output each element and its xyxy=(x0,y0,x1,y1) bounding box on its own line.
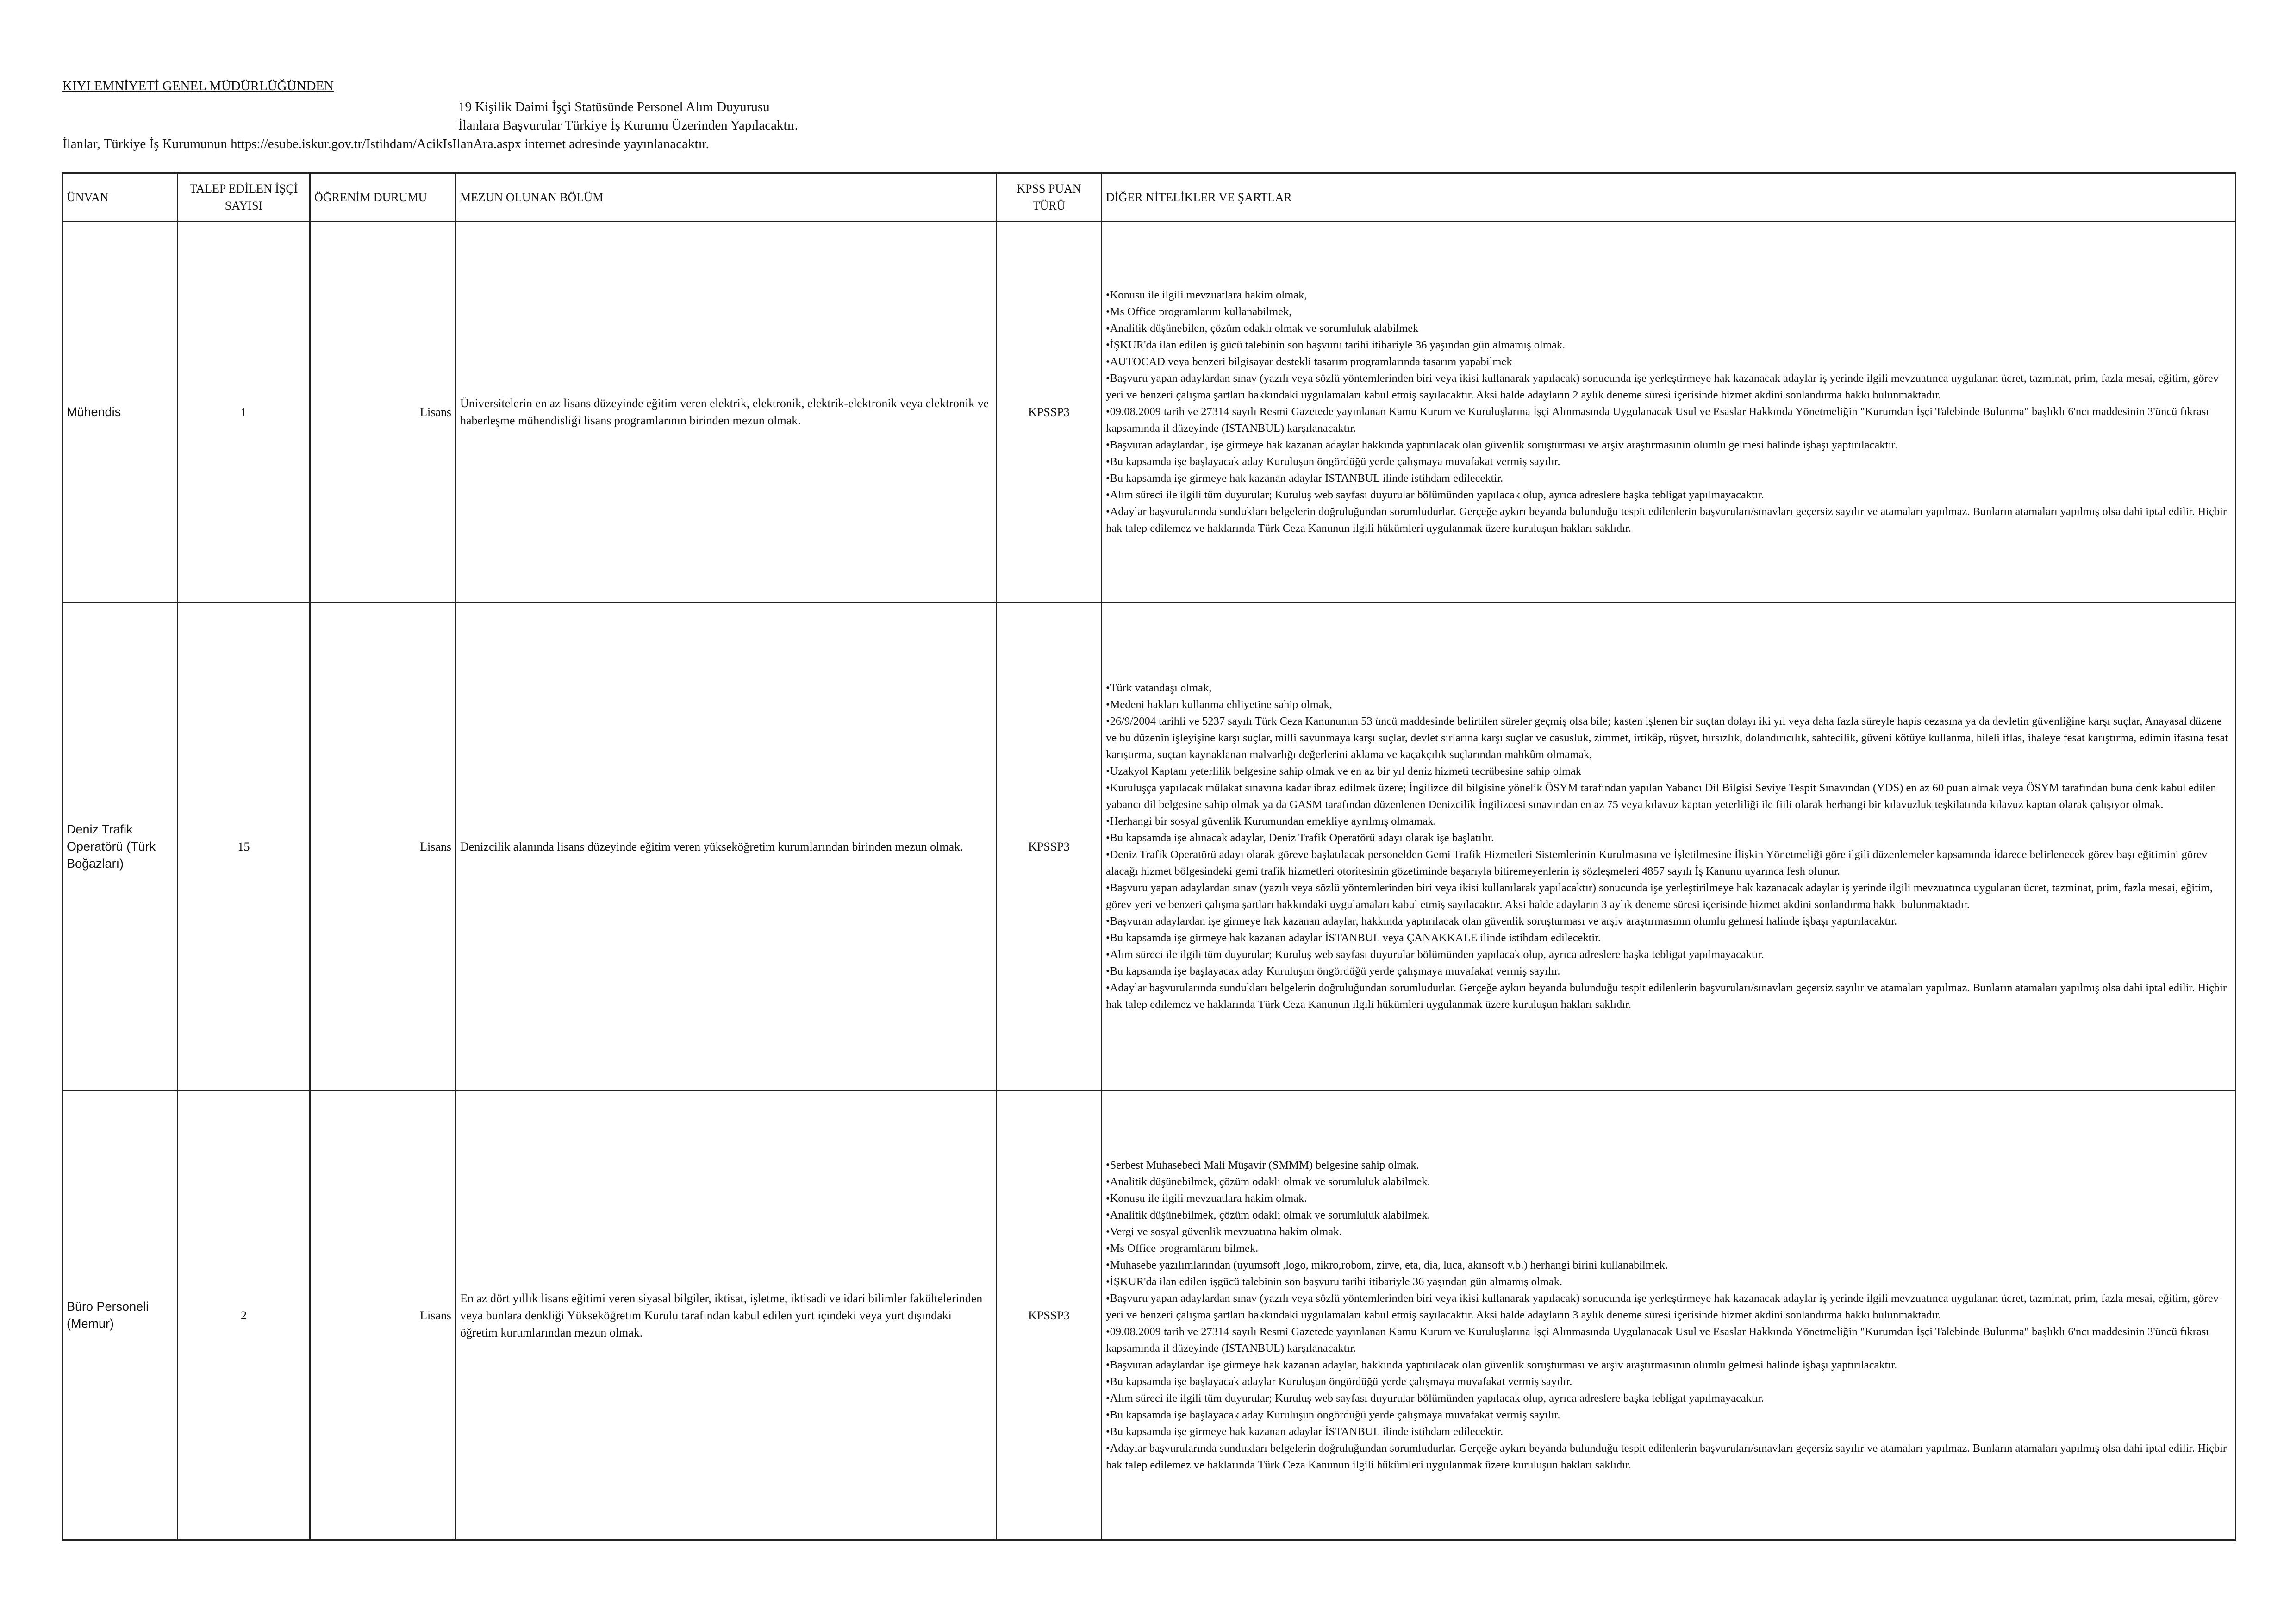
job-kpss-cell: KPSSP3 xyxy=(997,222,1102,603)
requirement-item: • Bu kapsamda işe girmeye hak kazanan adaylar İSTANBUL veya ÇANAKKALE ilinde istihdam edilecektir. xyxy=(1106,930,2231,946)
job-requirements-cell xyxy=(1102,603,2236,1091)
requirement-item: • Başvuran adaylardan işe girmeye hak kazanan adaylar, hakkında yaptırılacak olan güvenlik soruşturması ve arşiv araştırmasının olumlu gelmesi halinde işbaşı yaptırılacaktır. xyxy=(1106,1357,2231,1374)
requirement-item: • Kuruluşça yapılacak mülakat sınavına kadar ibraz edilmek üzere; İngilizce dil bilgisine yönelik ÖSYM tarafından yapılan Yabancı Dil Bilgisi Seviye Tespit Sınavından (YDS) en az 60 puan almak veya ÖSYM tarafından buna denk kabul edilen yabancı dil belgesine sahip olmak ya da GASM tarafından düzenlenen Denizcilik İngilizcesi sınavından en az 75 veya kılavuz kaptan yeterliliği ile fiili olarak herhangi bir kılavuzluk teşkilatında kılavuz kaptan olarak çalışıyor olmak. xyxy=(1106,780,2231,813)
requirement-item: • Herhangi bir sosyal güvenlik Kurumundan emekliye ayrılmış olmamak. xyxy=(1106,813,2231,830)
column-header-count: TALEP EDİLEN İŞÇİ SAYISI xyxy=(178,173,310,222)
requirement-item: • Bu kapsamda işe başlayacak aday Kuruluşun öngördüğü yerde çalışmaya muvafakat vermiş sayılır. xyxy=(1106,1407,2231,1424)
requirement-item: • 26/9/2004 tarihli ve 5237 sayılı Türk Ceza Kanununun 53 üncü maddesinde belirtilen süreler geçmiş olsa bile; kasten işlenen bir suçtan dolayı iki yıl veya daha fazla süreyle hapis cezasına ya da devletin güvenliğine karşı suçlar, Anayasal düzene ve bu düzenin işleyişine karşı suçlar, milli savunmaya karşı suçlar, devlet sırlarına karşı suçlar ve casusluk, zimmet, irtikâp, rüşvet, hırsızlık, dolandırıcılık, sahtecilik, güveni kötüye kullanma, hileli iflas, ihaleye fesat karıştırma, edimin ifasına fesat karıştırma, suçtan kaynaklanan malvarlığı değerlerini aklama ve kaçakçılık suçlarından mahkûm olmamak, xyxy=(1106,713,2231,763)
requirement-item: • Alım süreci ile ilgili tüm duyurular; Kuruluş web sayfası duyurular bölümünden yapılacak olup, ayrıca adreslere başka tebligat yapılmayacaktır. xyxy=(1106,487,2231,504)
requirement-item: • Analitik düşünebilen, çözüm odaklı olmak ve sorumluluk alabilmek xyxy=(1106,320,2231,337)
job-listing-table xyxy=(62,172,2236,1541)
job-requirements-cell xyxy=(1102,222,2236,603)
requirements-list xyxy=(1106,1157,2231,1474)
column-header-kpss: KPSS PUAN TÜRÜ xyxy=(997,173,1102,222)
requirement-item: • Ms Office programlarını bilmek. xyxy=(1106,1240,2231,1257)
announcement-title: 19 Kişilik Daimi İşçi Statüsünde Personel Alım Duyurusu xyxy=(458,99,770,114)
requirement-item: • Bu kapsamda işe başlayacak aday Kuruluşun öngördüğü yerde çalışmaya muvafakat vermiş sayılır. xyxy=(1106,963,2231,980)
requirement-item: • Adaylar başvurularında sundukları belgelerin doğruluğundan sorumludurlar. Gerçeğe aykırı beyanda bulunduğu tespit edilenlerin başvuruları/sınavları geçersiz sayılır ve atamaları yapılmaz. Bunların atamaları yapılmış olsa dahi iptal edilir. Hiçbir hak talep edilemez ve haklarında Türk Ceza Kanunun ilgili hükümleri uygulanmak üzere kuruluşun hakları saklıdır. xyxy=(1106,1440,2231,1474)
announcement-url-line: İlanlar, Türkiye İş Kurumunun https://esube.iskur.gov.tr/Istihdam/AcikIsIlanAra.aspx internet adresinde yayınlanacaktır. xyxy=(62,137,709,151)
requirement-item: • Analitik düşünebilmek, çözüm odaklı olmak ve sorumluluk alabilmek. xyxy=(1106,1174,2231,1190)
requirement-item: • 09.08.2009 tarih ve 27314 sayılı Resmi Gazetede yayınlanan Kamu Kurum ve Kuruluşlarına İşçi Alınmasında Uygulanacak Usul ve Esaslar Hakkında Yönetmeliğin "Kurumdan İşçi Talebinde Bulunma" başlıklı 6'ncı maddesinin 3'üncü fıkrası kapsamında il düzeyinde (İSTANBUL) karşılanacaktır. xyxy=(1106,1324,2231,1357)
requirement-item: • Başvuru yapan adaylardan sınav (yazılı veya sözlü yöntemlerinden biri veya ikisi kullanılarak yapılacaktır) sonucunda işe yerleştirilmeye hak kazanacak adaylar iş yerinde ilgili mevzuatınca uygulanan ücret, tazminat, prim, fazla mesai, eğitim, görev yeri ve benzeri çalışma şartları hakkındaki uygulamaları kabul etmiş sayılacaktır. Aksi halde adayların 3 aylık deneme süresi içerisinde hizmet akdini sonlandırma hakkı bulunmaktadır. xyxy=(1106,880,2231,913)
job-title-cell: Deniz Trafik Operatörü (Türk Boğazları) xyxy=(62,603,178,1091)
job-department-cell: En az dört yıllık lisans eğitimi veren siyasal bilgiler, iktisat, işletme, iktisadi ve idari bilimler fakültelerinden veya bunlara denkliği Yükseköğretim Kurulu tarafından kabul edilen yurt içindeki veya yurt dışındaki öğretim kurumlarından mezun olmak. xyxy=(456,1091,997,1540)
table-row xyxy=(62,222,2236,603)
job-department-cell: Denizcilik alanında lisans düzeyinde eğitim veren yükseköğretim kurumlarından birinden mezun olmak. xyxy=(456,603,997,1091)
requirement-item: • Konusu ile ilgili mevzuatlara hakim olmak, xyxy=(1106,287,2231,304)
table-row xyxy=(62,603,2236,1091)
requirement-item: • Başvuru yapan adaylardan sınav (yazılı veya sözlü yöntemlerinden biri veya ikisi kullanarak yapılacak) sonucunda işe yerleştirmeye hak kazanacak adaylar iş yerinde ilgili mevzuatınca uygulanan ücret, tazminat, prim, fazla mesai, eğitim, görev yeri ve benzeri çalışma şartları hakkındaki uygulamaları kabul etmiş sayılacaktır. Aksi halde adayların 3 aylık deneme süresi içerisinde hizmet akdini sonlandırma hakkı bulunmaktadır. xyxy=(1106,1290,2231,1324)
job-title-cell: Mühendis xyxy=(62,222,178,603)
job-title-cell: Büro Personeli (Memur) xyxy=(62,1091,178,1540)
requirement-item: • Bu kapsamda işe başlayacak adaylar Kuruluşun öngördüğü yerde çalışmaya muvafakat vermiş sayılır. xyxy=(1106,1374,2231,1390)
requirement-item: • Başvuran adaylardan, işe girmeye hak kazanan adaylar hakkında yaptırılacak olan güvenlik soruşturması ve arşiv araştırmasının olumlu gelmesi halinde işbaşı yaptırılacaktır. xyxy=(1106,437,2231,454)
requirement-item: • Uzakyol Kaptanı yeterlilik belgesine sahip olmak ve en az bir yıl deniz hizmeti tecrübesine sahip olmak xyxy=(1106,763,2231,780)
requirement-item: • Türk vatandaşı olmak, xyxy=(1106,680,2231,696)
requirement-item: • İŞKUR'da ilan edilen işgücü talebinin son başvuru tarihi itibariyle 36 yaşından gün almamış olmak. xyxy=(1106,1274,2231,1290)
requirement-item: • 09.08.2009 tarih ve 27314 sayılı Resmi Gazetede yayınlanan Kamu Kurum ve Kuruluşlarına İşçi Alınmasında Uygulanacak Usul ve Esaslar Hakkında Yönetmeliğin "Kurumdan İşçi Talebinde Bulunma" başlıklı 6'ncı maddesinin 3'üncü fıkrası kapsamında il düzeyinde (İSTANBUL) karşılanacaktır. xyxy=(1106,404,2231,437)
requirement-item: • Alım süreci ile ilgili tüm duyurular; Kuruluş web sayfası duyurular bölümünden yapılacak olup, ayrıca adreslere başka tebligat yapılmayacaktır. xyxy=(1106,1390,2231,1407)
requirement-item: • Adaylar başvurularında sundukları belgelerin doğruluğundan sorumludurlar. Gerçeğe aykırı beyanda bulunduğu tespit edilenlerin başvuruları/sınavları geçersiz sayılır ve atamaları yapılmaz. Bunların atamaları yapılmış olsa dahi iptal edilir. Hiçbir hak talep edilemez ve haklarında Türk Ceza Kanunun ilgili hükümleri uygulanmak üzere kuruluşun hakları saklıdır. xyxy=(1106,504,2231,537)
requirement-item: • Muhasebe yazılımlarından (uyumsoft ,logo, mikro,robom, zirve, eta, dia, luca, akınsoft v.b.) herhangi birini kullanabilmek. xyxy=(1106,1257,2231,1274)
job-count-cell: 1 xyxy=(178,222,310,603)
requirement-item: • Deniz Trafik Operatörü adayı olarak göreve başlatılacak personelden Gemi Trafik Hizmetleri Sistemlerinin Kurulmasına ve İşletilmesine İlişkin Yönetmeliği göre ilgili düzenlemeler kapsamında İdarece belirlenecek görev başı eğitimini görev alacağı hizmet bölgesindeki gemi trafik hizmetleri otoritesinin gözetiminde başarıyla bitiremeyenlerin iş sözleşmeleri 4857 sayılı İş Kanunu uyarınca fesh olunur. xyxy=(1106,846,2231,880)
table-header-row xyxy=(62,173,2236,222)
requirement-item: • Adaylar başvurularında sundukları belgelerin doğruluğundan sorumludurlar. Gerçeğe aykırı beyanda bulunduğu tespit edilenlerin başvuruları/sınavları geçersiz sayılır ve atamaları yapılmaz. Bunların atamaları yapılmış olsa dahi iptal edilir. Hiçbir hak talep edilemez ve haklarında Türk Ceza Kanunun ilgili hükümleri uygulanmak üzere kuruluşun hakları saklıdır. xyxy=(1106,980,2231,1013)
job-requirements-cell xyxy=(1102,1091,2236,1540)
job-count-cell: 15 xyxy=(178,603,310,1091)
requirement-item: • Başvuru yapan adaylardan sınav (yazılı veya sözlü yöntemlerinden biri veya ikisi kullanarak yapılacak) sonucunda işe yerleştirmeye hak kazanacak adaylar iş yerinde ilgili mevzuatınca uygulanan ücret, tazminat, prim, fazla mesai, eğitim, görev yeri ve benzeri çalışma şartları hakkındaki uygulamaları kabul etmiş sayılacaktır. Aksi halde adayların 2 aylık deneme süresi içerisinde hizmet akdini sonlandırma hakkı bulunmaktadır. xyxy=(1106,370,2231,404)
job-education-cell: Lisans xyxy=(310,603,456,1091)
job-department-cell: Üniversitelerin en az lisans düzeyinde eğitim veren elektrik, elektronik, elektrik-elektronik veya elektronik ve haberleşme mühendisliği lisans programlarının birinden mezun olmak. xyxy=(456,222,997,603)
requirements-list xyxy=(1106,287,2231,537)
requirement-item: • Ms Office programlarını kullanabilmek, xyxy=(1106,304,2231,320)
requirement-item: • Vergi ve sosyal güvenlik mevzuatına hakim olmak. xyxy=(1106,1224,2231,1240)
requirements-list xyxy=(1106,680,2231,1013)
requirement-item: • Alım süreci ile ilgili tüm duyurular; Kuruluş web sayfası duyurular bölümünden yapılacak olup, ayrıca adreslere başka tebligat yapılmayacaktır. xyxy=(1106,946,2231,963)
job-count-cell: 2 xyxy=(178,1091,310,1540)
column-header-department: MEZUN OLUNAN BÖLÜM xyxy=(456,173,997,222)
column-header-title: ÜNVAN xyxy=(62,173,178,222)
requirement-item: • Bu kapsamda işe girmeye hak kazanan adaylar İSTANBUL ilinde istihdam edilecektir. xyxy=(1106,1424,2231,1440)
requirement-item: • AUTOCAD veya benzeri bilgisayar destekli tasarım programlarında tasarım yapabilmek xyxy=(1106,354,2231,370)
job-kpss-cell: KPSSP3 xyxy=(997,1091,1102,1540)
job-education-cell: Lisans xyxy=(310,1091,456,1540)
organization-title: KIYI EMNİYETİ GENEL MÜDÜRLÜĞÜNDEN xyxy=(62,79,334,93)
announcement-subtitle: İlanlara Başvurular Türkiye İş Kurumu Üzerinden Yapılacaktır. xyxy=(458,118,798,133)
requirement-item: • Bu kapsamda işe alınacak adaylar, Deniz Trafik Operatörü adayı olarak işe başlatılır. xyxy=(1106,830,2231,846)
column-header-requirements: DİĞER NİTELİKLER VE ŞARTLAR xyxy=(1102,173,2236,222)
requirement-item: • Analitik düşünebilmek, çözüm odaklı olmak ve sorumluluk alabilmek. xyxy=(1106,1207,2231,1224)
requirement-item: • Konusu ile ilgili mevzuatlara hakim olmak. xyxy=(1106,1190,2231,1207)
job-education-cell: Lisans xyxy=(310,222,456,603)
table-row xyxy=(62,1091,2236,1540)
requirement-item: • Bu kapsamda işe başlayacak aday Kuruluşun öngördüğü yerde çalışmaya muvafakat vermiş sayılır. xyxy=(1106,454,2231,470)
requirement-item: • Başvuran adaylardan işe girmeye hak kazanan adaylar, hakkında yaptırılacak olan güvenlik soruşturması ve arşiv araştırmasının olumlu gelmesi halinde işbaşı yaptırılacaktır. xyxy=(1106,913,2231,930)
requirement-item: • Bu kapsamda işe girmeye hak kazanan adaylar İSTANBUL ilinde istihdam edilecektir. xyxy=(1106,470,2231,487)
requirement-item: • Serbest Muhasebeci Mali Müşavir (SMMM) belgesine sahip olmak. xyxy=(1106,1157,2231,1174)
requirement-item: • Medeni hakları kullanma ehliyetine sahip olmak, xyxy=(1106,696,2231,713)
column-header-education: ÖĞRENİM DURUMU xyxy=(310,173,456,222)
requirement-item: • İŞKUR'da ilan edilen iş gücü talebinin son başvuru tarihi itibariyle 36 yaşından gün almamış olmak. xyxy=(1106,337,2231,354)
job-kpss-cell: KPSSP3 xyxy=(997,603,1102,1091)
